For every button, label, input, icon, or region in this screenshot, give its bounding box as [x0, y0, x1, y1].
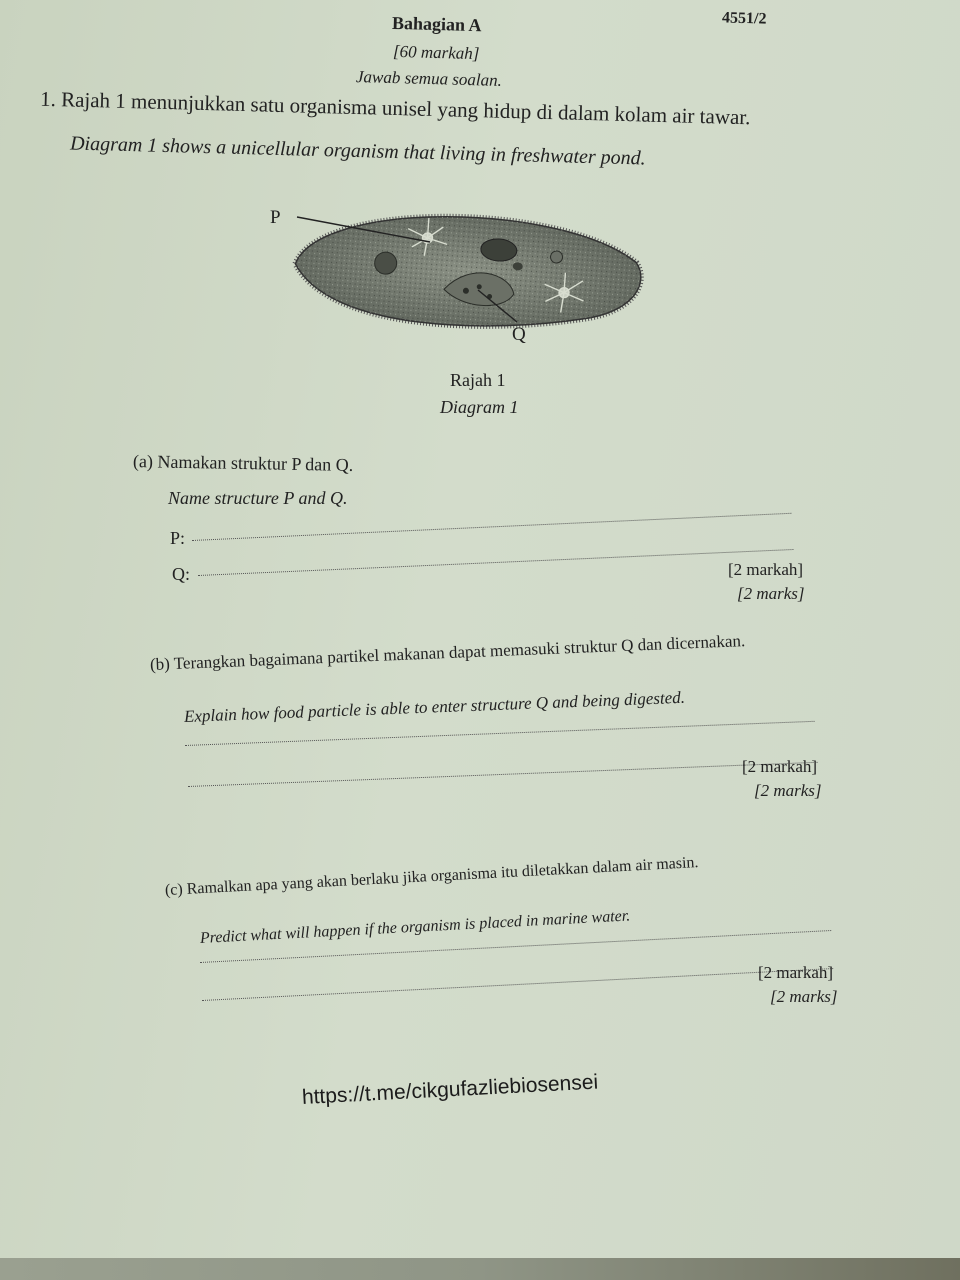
diagram-label-p: P — [270, 207, 281, 228]
part-c-marks-en: [2 marks] — [770, 987, 838, 1006]
answer-line-c-2[interactable] — [202, 968, 833, 1001]
question-number: 1. — [39, 86, 57, 112]
paramecium-diagram — [255, 190, 655, 360]
section-title: Bahagian A — [391, 12, 482, 36]
question-1-stem-en: Diagram 1 shows a unicellular organism that living in freshwater pond. — [69, 132, 646, 170]
part-b-question-ms — [150, 631, 746, 675]
part-b-label: (b) — [149, 654, 171, 674]
marks-total-text: [60 markah] — [392, 41, 480, 64]
desk-edge — [0, 1258, 960, 1280]
part-c-question-ms — [165, 854, 699, 900]
part-c-label: (c) — [164, 881, 184, 899]
part-a-marks-en: [2 marks] — [737, 584, 805, 603]
part-a-question-en: Name structure P and Q. — [168, 488, 348, 508]
diagram-label-q: Q — [512, 324, 526, 345]
part-c-question-en: Predict what will happen if the organism is placed in marine water. — [199, 907, 631, 947]
part-b-text-ms: Terangkan bagaimana partikel makanan dapat memasuki struktur Q dan dicernakan. — [173, 631, 746, 674]
part-a-marks-ms: [2 markah] — [728, 560, 804, 579]
paper-code: 4551/2 — [721, 9, 767, 28]
part-c-text-ms: Ramalkan apa yang akan berlaku jika organisma itu diletakkan dalam air masin. — [186, 854, 699, 898]
stem-ms-text: Rajah 1 menunjukkan satu organisma unisel yang hidup di dalam kolam air tawar. — [60, 87, 751, 130]
part-a-text-ms: Namakan struktur P dan Q. — [157, 451, 354, 475]
answer-p-label: P: — [170, 528, 186, 548]
answer-q-label: Q: — [172, 564, 190, 584]
answer-line-b-1[interactable] — [185, 721, 815, 746]
answer-line-q[interactable] — [198, 549, 793, 576]
diagram-caption-en: Diagram 1 — [440, 397, 519, 417]
part-b-marks-en: [2 marks] — [754, 781, 822, 800]
marks-total — [393, 42, 480, 64]
part-a-label: (a) — [132, 451, 154, 472]
answer-line-b-2[interactable] — [188, 762, 818, 787]
part-b-question-en: Explain how food particle is able to enter structure Q and being digested. — [183, 687, 686, 726]
watermark-url[interactable]: https://t.me/cikgufazliebiosensei — [301, 1070, 599, 1109]
part-c-marks-ms: [2 markah] — [758, 963, 834, 982]
instruction: Jawab semua soalan. — [355, 67, 503, 90]
part-b-marks-ms: [2 markah] — [742, 757, 818, 776]
diagram-caption-ms: Rajah 1 — [450, 370, 506, 390]
question-1-stem-ms — [40, 87, 751, 131]
part-a-question-ms — [133, 451, 354, 476]
